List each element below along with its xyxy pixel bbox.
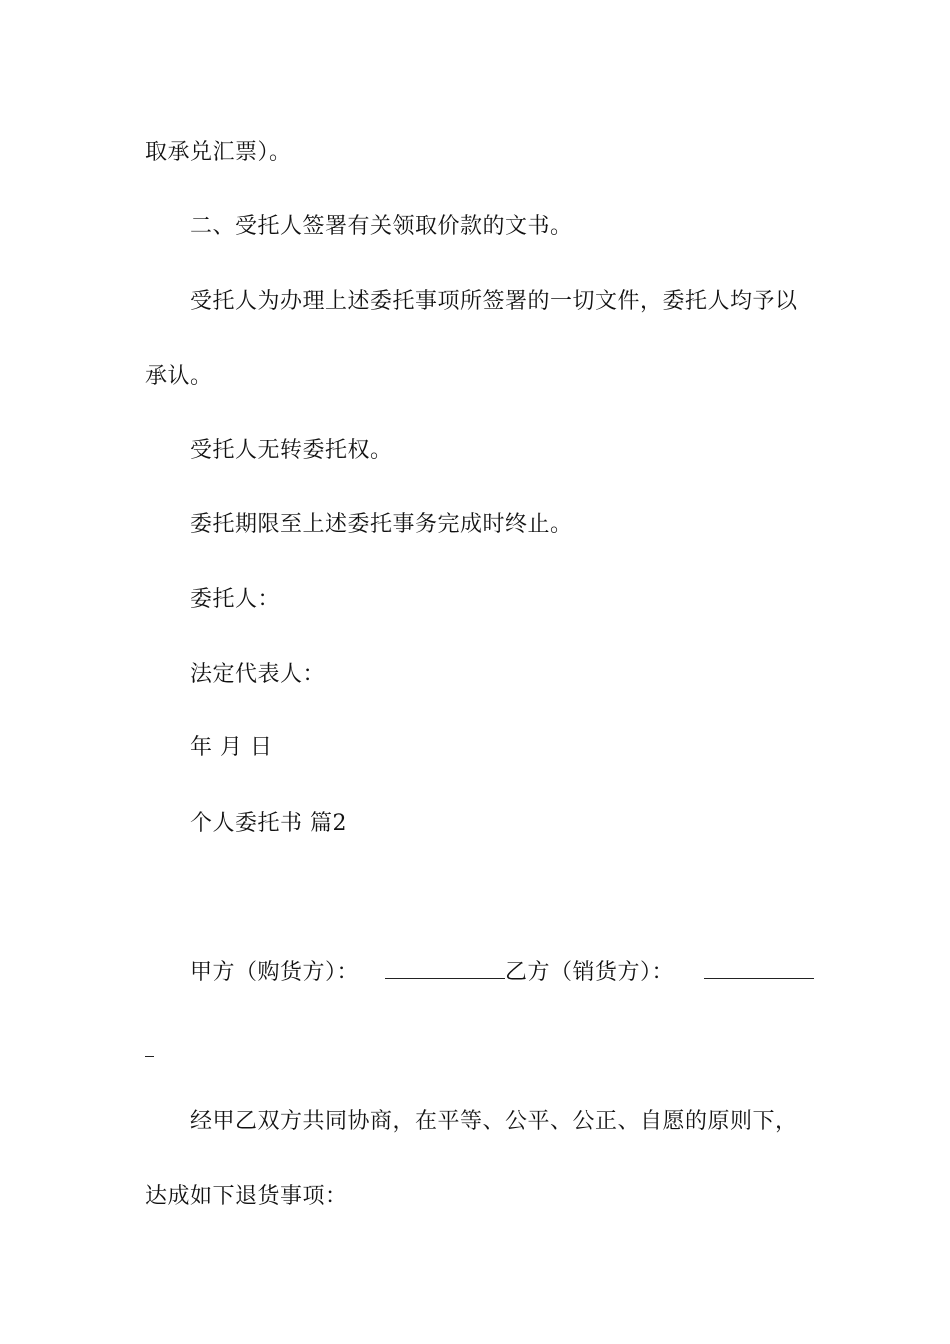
text-line-closing-1: 经甲乙双方共同协商，在平等、公平、公正、自愿的原则下， <box>190 1109 798 1134</box>
text-line-closing-2: 达成如下退货事项： <box>145 1184 348 1209</box>
text-line-6: 委托期限至上述委托事务完成时终止。 <box>190 512 573 537</box>
text-line-4: 承认。 <box>145 364 213 389</box>
text-line-5: 受托人无转委托权。 <box>190 438 393 463</box>
principal-label: 委托人： <box>190 587 281 612</box>
party-b-label: 乙方（销货方）： <box>505 960 675 985</box>
legal-representative-label: 法定代表人： <box>190 662 326 687</box>
continued-blank <box>145 1056 154 1057</box>
text-line-1: 取承兑汇票）。 <box>145 140 292 165</box>
text-line-3: 受托人为办理上述委托事项所签署的一切文件，委托人均予以 <box>190 289 798 314</box>
text-line-2: 二、受托人签署有关领取价款的文书。 <box>190 214 573 239</box>
party-line <box>190 958 815 988</box>
party-a-blank <box>385 958 505 979</box>
date-line: 年 月 日 <box>190 735 273 760</box>
party-a-label: 甲方（购货方）： <box>190 960 360 985</box>
section-title: 个人委托书 篇2 <box>190 811 347 836</box>
party-b-blank <box>704 958 814 979</box>
